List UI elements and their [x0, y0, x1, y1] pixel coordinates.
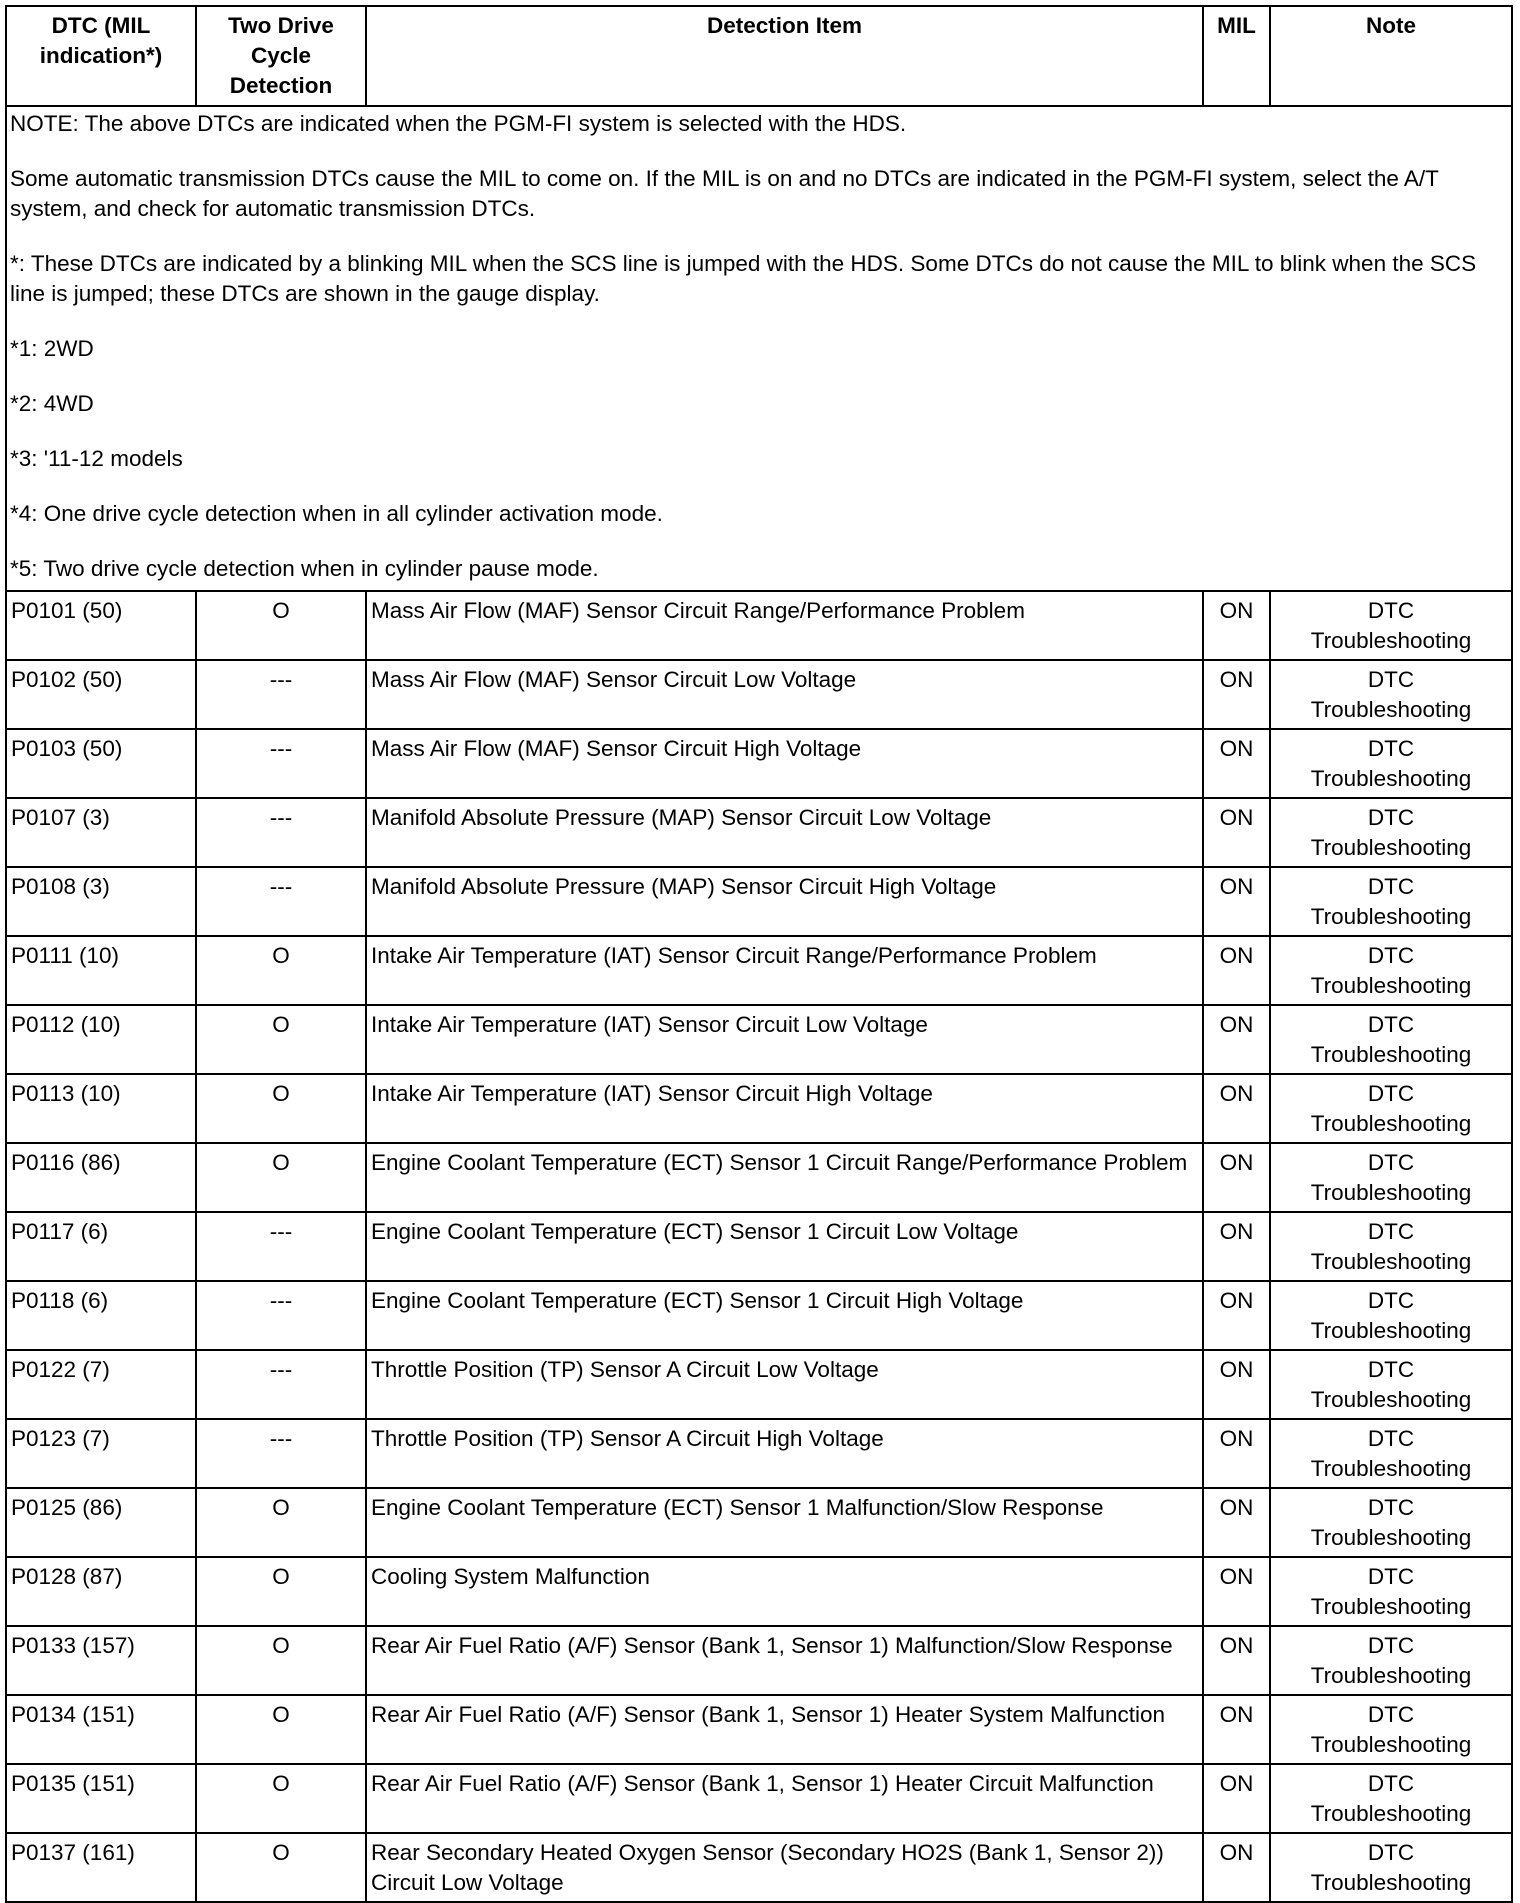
table-row: [6, 1488, 1512, 1557]
dtc-code-cell: P0102 (50): [6, 660, 196, 729]
note-cell: [1270, 1626, 1512, 1695]
note-cell: [1270, 1695, 1512, 1764]
note-cell: [1270, 591, 1512, 660]
mil-cell: ON: [1203, 1695, 1270, 1764]
note-cell: [1270, 1350, 1512, 1419]
two-drive-cycle-cell: ---: [196, 867, 366, 936]
notes-row: [6, 106, 1512, 591]
table-row: [6, 936, 1512, 1005]
mil-cell: ON: [1203, 591, 1270, 660]
two-drive-cycle-cell: O: [196, 1074, 366, 1143]
dtc-code-cell: P0128 (87): [6, 1557, 196, 1626]
note-dtc-text: DTC: [1367, 943, 1415, 968]
two-drive-cycle-cell: ---: [196, 1281, 366, 1350]
mil-cell: ON: [1203, 936, 1270, 1005]
table-row: [6, 798, 1512, 867]
note-dtc-text: DTC: [1367, 1495, 1415, 1520]
detection-item-cell: Engine Coolant Temperature (ECT) Sensor 1 Circuit Low Voltage: [366, 1212, 1203, 1281]
dtc-code-cell: P0101 (50): [6, 591, 196, 660]
detection-item-cell: Rear Air Fuel Ratio (A/F) Sensor (Bank 1, Sensor 1) Malfunction/Slow Response: [366, 1626, 1203, 1695]
note-footnote-3: *3: '11-12 models: [10, 446, 183, 471]
dtc-code-cell: P0116 (86): [6, 1143, 196, 1212]
table-row: [6, 1281, 1512, 1350]
detection-item-cell: Engine Coolant Temperature (ECT) Sensor 1 Malfunction/Slow Response: [366, 1488, 1203, 1557]
two-drive-cycle-cell: ---: [196, 1350, 366, 1419]
two-drive-cycle-cell: O: [196, 1764, 366, 1833]
note-dtc-text: DTC: [1367, 1219, 1415, 1244]
two-drive-cycle-cell: O: [196, 1557, 366, 1626]
note-troubleshooting-link[interactable]: Troubleshooting: [1310, 973, 1472, 998]
header-two-drive-cycle: Two Drive Cycle Detection: [196, 6, 366, 106]
table-header-row: [6, 6, 1512, 106]
two-drive-cycle-cell: O: [196, 1488, 366, 1557]
note-troubleshooting-link[interactable]: Troubleshooting: [1310, 697, 1472, 722]
table-row: [6, 1419, 1512, 1488]
note-troubleshooting-link[interactable]: Troubleshooting: [1310, 904, 1472, 929]
mil-cell: ON: [1203, 1626, 1270, 1695]
mil-cell: ON: [1203, 798, 1270, 867]
mil-cell: ON: [1203, 1488, 1270, 1557]
note-dtc-text: DTC: [1367, 598, 1415, 623]
note-cell: [1270, 660, 1512, 729]
note-dtc-text: DTC: [1367, 667, 1415, 692]
note-troubleshooting-link[interactable]: Troubleshooting: [1310, 1249, 1472, 1274]
two-drive-cycle-cell: ---: [196, 1419, 366, 1488]
table-row: [6, 1626, 1512, 1695]
note-cell: [1270, 1419, 1512, 1488]
note-troubleshooting-link[interactable]: Troubleshooting: [1310, 1870, 1472, 1895]
note-footnote-1: *1: 2WD: [10, 336, 94, 361]
dtc-code-cell: P0125 (86): [6, 1488, 196, 1557]
mil-cell: ON: [1203, 867, 1270, 936]
note-dtc-text: DTC: [1367, 1357, 1415, 1382]
note-cell: [1270, 1281, 1512, 1350]
table-row: [6, 1764, 1512, 1833]
two-drive-cycle-cell: O: [196, 936, 366, 1005]
table-row: [6, 1074, 1512, 1143]
mil-cell: ON: [1203, 1419, 1270, 1488]
note-dtc-text: DTC: [1367, 1288, 1415, 1313]
dtc-code-cell: P0113 (10): [6, 1074, 196, 1143]
two-drive-cycle-cell: O: [196, 1695, 366, 1764]
note-troubleshooting-link[interactable]: Troubleshooting: [1310, 628, 1472, 653]
note-cell: [1270, 936, 1512, 1005]
two-drive-cycle-cell: ---: [196, 798, 366, 867]
dtc-code-cell: P0112 (10): [6, 1005, 196, 1074]
detection-item-cell: Manifold Absolute Pressure (MAP) Sensor Circuit Low Voltage: [366, 798, 1203, 867]
note-dtc-text: DTC: [1367, 1081, 1415, 1106]
mil-cell: ON: [1203, 1005, 1270, 1074]
detection-item-cell: Mass Air Flow (MAF) Sensor Circuit High Voltage: [366, 729, 1203, 798]
mil-cell: ON: [1203, 1281, 1270, 1350]
table-row: [6, 660, 1512, 729]
note-cell: [1270, 1005, 1512, 1074]
two-drive-cycle-cell: O: [196, 1143, 366, 1212]
note-dtc-text: DTC: [1367, 1426, 1415, 1451]
two-drive-cycle-cell: ---: [196, 660, 366, 729]
note-dtc-text: DTC: [1367, 805, 1415, 830]
detection-item-cell: Mass Air Flow (MAF) Sensor Circuit Low Voltage: [366, 660, 1203, 729]
notes-cell: [6, 106, 1512, 591]
note-footnote-4: *4: One drive cycle detection when in all cylinder activation mode.: [10, 501, 663, 526]
table-row: [6, 1833, 1512, 1902]
header-mil: MIL: [1203, 6, 1270, 106]
note-troubleshooting-link[interactable]: Troubleshooting: [1310, 1594, 1472, 1619]
detection-item-cell: Rear Air Fuel Ratio (A/F) Sensor (Bank 1, Sensor 1) Heater Circuit Malfunction: [366, 1764, 1203, 1833]
note-cell: [1270, 1833, 1512, 1902]
header-dtc: DTC (MIL indication*): [6, 6, 196, 106]
note-cell: [1270, 1488, 1512, 1557]
dtc-document-page: [5, 5, 1511, 1895]
note-cell: [1270, 798, 1512, 867]
dtc-code-cell: P0134 (151): [6, 1695, 196, 1764]
table-row: [6, 1350, 1512, 1419]
detection-item-cell: Intake Air Temperature (IAT) Sensor Circuit High Voltage: [366, 1074, 1203, 1143]
note-dtc-text: DTC: [1367, 1633, 1415, 1658]
dtc-code-cell: P0123 (7): [6, 1419, 196, 1488]
table-row: [6, 1557, 1512, 1626]
dtc-code-cell: P0137 (161): [6, 1833, 196, 1902]
dtc-code-cell: P0118 (6): [6, 1281, 196, 1350]
table-row: [6, 1143, 1512, 1212]
dtc-code-cell: P0135 (151): [6, 1764, 196, 1833]
mil-cell: ON: [1203, 1212, 1270, 1281]
dtc-code-cell: P0111 (10): [6, 936, 196, 1005]
two-drive-cycle-cell: ---: [196, 729, 366, 798]
header-note: Note: [1270, 6, 1512, 106]
note-troubleshooting-link[interactable]: Troubleshooting: [1310, 1525, 1472, 1550]
mil-cell: ON: [1203, 1350, 1270, 1419]
mil-cell: ON: [1203, 1557, 1270, 1626]
note-dtc-text: DTC: [1367, 1702, 1415, 1727]
note-troubleshooting-link[interactable]: Troubleshooting: [1310, 1387, 1472, 1412]
note-cell: [1270, 1212, 1512, 1281]
note-dtc-text: DTC: [1367, 736, 1415, 761]
dtc-code-cell: P0122 (7): [6, 1350, 196, 1419]
note-automatic-transmission: Some automatic transmission DTCs cause the MIL to come on. If the MIL is on and no DTCs are indicated in the PGM-FI system, select the A/T system, and check for automatic transmission DTCs.: [10, 166, 1439, 221]
detection-item-cell: Engine Coolant Temperature (ECT) Sensor 1 Circuit High Voltage: [366, 1281, 1203, 1350]
note-dtc-text: DTC: [1367, 1564, 1415, 1589]
header-detection-item: Detection Item: [366, 6, 1203, 106]
dtc-code-cell: P0117 (6): [6, 1212, 196, 1281]
mil-cell: ON: [1203, 729, 1270, 798]
detection-item-cell: Intake Air Temperature (IAT) Sensor Circuit Range/Performance Problem: [366, 936, 1203, 1005]
detection-item-cell: Engine Coolant Temperature (ECT) Sensor 1 Circuit Range/Performance Problem: [366, 1143, 1203, 1212]
note-cell: [1270, 1764, 1512, 1833]
two-drive-cycle-cell: O: [196, 591, 366, 660]
mil-cell: ON: [1203, 1833, 1270, 1902]
table-row: [6, 729, 1512, 798]
dtc-table: [5, 5, 1513, 1903]
detection-item-cell: Throttle Position (TP) Sensor A Circuit Low Voltage: [366, 1350, 1203, 1419]
note-cell: [1270, 1074, 1512, 1143]
note-dtc-text: DTC: [1367, 874, 1415, 899]
table-row: [6, 1695, 1512, 1764]
table-row: [6, 591, 1512, 660]
note-troubleshooting-link[interactable]: Troubleshooting: [1310, 766, 1472, 791]
note-dtc-text: DTC: [1367, 1012, 1415, 1037]
table-row: [6, 1005, 1512, 1074]
two-drive-cycle-cell: ---: [196, 1212, 366, 1281]
note-cell: [1270, 1143, 1512, 1212]
two-drive-cycle-cell: O: [196, 1005, 366, 1074]
note-troubleshooting-link[interactable]: Troubleshooting: [1310, 1663, 1472, 1688]
note-troubleshooting-link[interactable]: Troubleshooting: [1310, 1732, 1472, 1757]
note-troubleshooting-link[interactable]: Troubleshooting: [1310, 1456, 1472, 1481]
table-row: [6, 1212, 1512, 1281]
two-drive-cycle-cell: O: [196, 1626, 366, 1695]
detection-item-cell: Manifold Absolute Pressure (MAP) Sensor Circuit High Voltage: [366, 867, 1203, 936]
note-troubleshooting-link[interactable]: Troubleshooting: [1310, 1042, 1472, 1067]
note-footnote-5: *5: Two drive cycle detection when in cylinder pause mode.: [10, 556, 599, 581]
detection-item-cell: Rear Secondary Heated Oxygen Sensor (Secondary HO2S (Bank 1, Sensor 2)) Circuit Low Voltage: [366, 1833, 1203, 1902]
note-troubleshooting-link[interactable]: Troubleshooting: [1310, 1180, 1472, 1205]
dtc-code-cell: P0103 (50): [6, 729, 196, 798]
dtc-code-cell: P0107 (3): [6, 798, 196, 867]
mil-cell: ON: [1203, 1143, 1270, 1212]
table-row: [6, 867, 1512, 936]
note-dtc-text: DTC: [1367, 1771, 1415, 1796]
note-troubleshooting-link[interactable]: Troubleshooting: [1310, 1318, 1472, 1343]
dtc-code-cell: P0108 (3): [6, 867, 196, 936]
note-footnote-2: *2: 4WD: [10, 391, 94, 416]
detection-item-cell: Intake Air Temperature (IAT) Sensor Circuit Low Voltage: [366, 1005, 1203, 1074]
note-troubleshooting-link[interactable]: Troubleshooting: [1310, 1111, 1472, 1136]
dtc-code-cell: P0133 (157): [6, 1626, 196, 1695]
note-cell: [1270, 1557, 1512, 1626]
mil-cell: ON: [1203, 660, 1270, 729]
detection-item-cell: Throttle Position (TP) Sensor A Circuit High Voltage: [366, 1419, 1203, 1488]
mil-cell: ON: [1203, 1074, 1270, 1143]
note-troubleshooting-link[interactable]: Troubleshooting: [1310, 835, 1472, 860]
note-troubleshooting-link[interactable]: Troubleshooting: [1310, 1801, 1472, 1826]
note-dtc-text: DTC: [1367, 1150, 1415, 1175]
note-cell: [1270, 867, 1512, 936]
mil-cell: ON: [1203, 1764, 1270, 1833]
note-cell: [1270, 729, 1512, 798]
note-hds: NOTE: The above DTCs are indicated when the PGM-FI system is selected with the HDS.: [10, 111, 907, 136]
note-dtc-text: DTC: [1367, 1840, 1415, 1865]
detection-item-cell: Mass Air Flow (MAF) Sensor Circuit Range/Performance Problem: [366, 591, 1203, 660]
detection-item-cell: Rear Air Fuel Ratio (A/F) Sensor (Bank 1, Sensor 1) Heater System Malfunction: [366, 1695, 1203, 1764]
two-drive-cycle-cell: O: [196, 1833, 366, 1902]
detection-item-cell: Cooling System Malfunction: [366, 1557, 1203, 1626]
note-blinking-mil: *: These DTCs are indicated by a blinking MIL when the SCS line is jumped with the HDS. Some DTCs do not cause the MIL to blink when the SCS line is jumped; these DTCs are shown in the gauge display.: [10, 251, 1477, 306]
